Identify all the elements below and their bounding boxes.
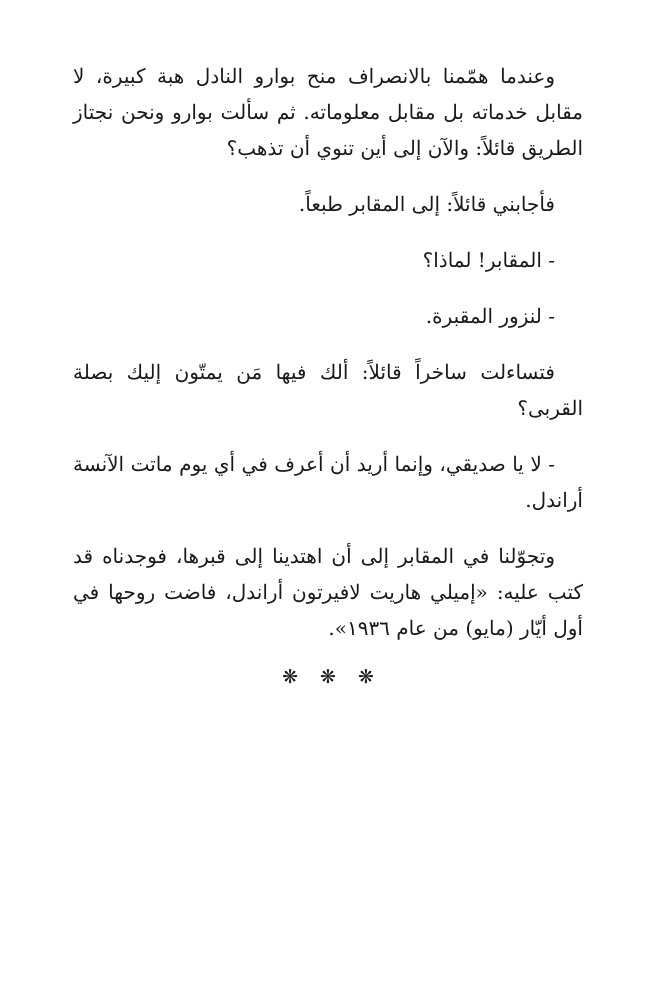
paragraph-why-cemetery: - المقابر! لماذا؟ bbox=[422, 248, 555, 272]
paragraph-leaving-cafe: وعندما همّمنا بالانصراف منح بوارو النادل هبة كبيرة، لا مقابل خدماته بل مقابل معلوماته. ثم سألت بوارو ونحن نجتاز الطريق قائلاً: والآن إلى أين تنوي أن تذهب؟ bbox=[73, 64, 583, 160]
asterism-icon: ❋ bbox=[320, 666, 336, 688]
section-break-ornament bbox=[73, 666, 583, 688]
asterism-icon: ❋ bbox=[357, 666, 374, 688]
paragraph-sarcastic-question: فتساءلت ساخراً قائلاً: ألك فيها مَن يمتّون إليك بصلة القربى؟ bbox=[73, 360, 583, 420]
paragraph-date-of-death: - لا يا صديقي، وإنما أريد أن أعرف في أي يوم ماتت الآنسة أراندل. bbox=[73, 452, 583, 512]
asterism-icon: ❋ bbox=[282, 666, 299, 688]
paragraph-poirot-answer: فأجابني قائلاً: إلى المقابر طبعاً. bbox=[298, 192, 555, 216]
paragraph-grave-inscription: وتجوّلنا في المقابر إلى أن اهتدينا إلى قبرها، فوجدناه قد كتب عليه: «إميلي هاريت لافيرتون أراندل، فاضت روحها في أول أيّار (مايو) من عام ١٩٣٦». bbox=[73, 544, 583, 640]
book-page bbox=[73, 58, 583, 688]
paragraph-visit-cemetery: - لنزور المقبرة. bbox=[425, 304, 555, 328]
